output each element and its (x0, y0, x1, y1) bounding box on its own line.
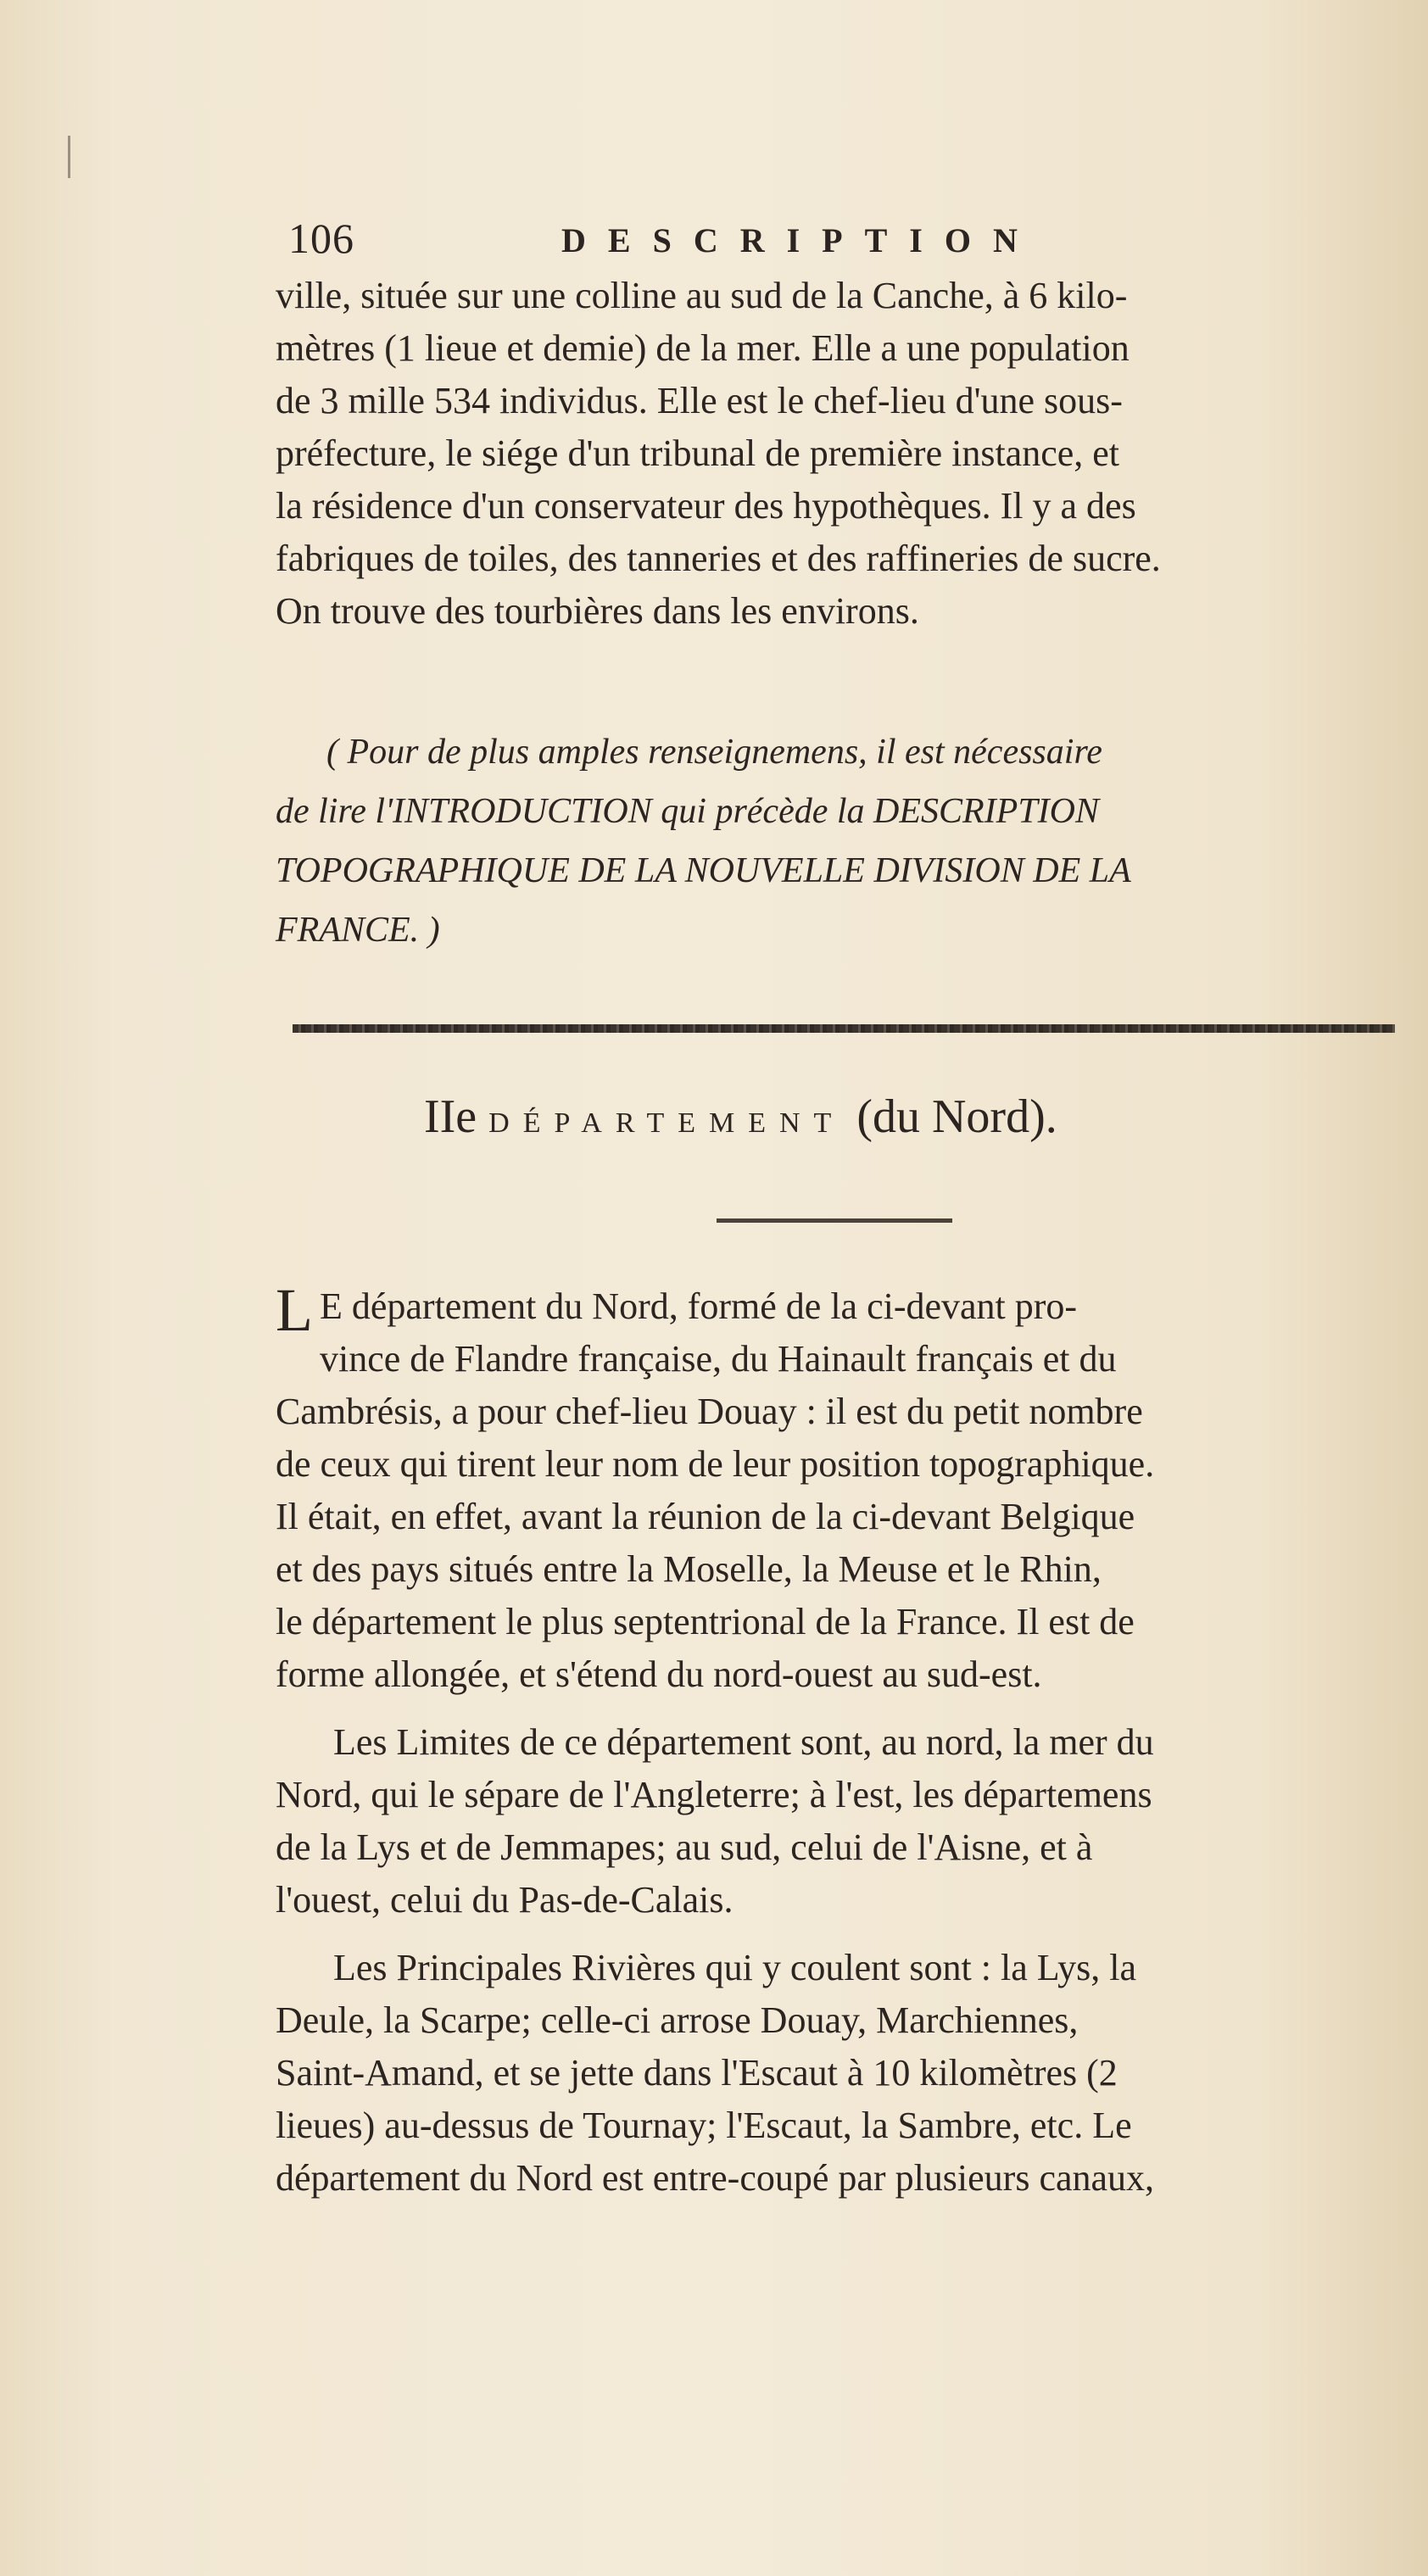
text-line: lieues) au-dessus de Tournay; l'Escaut, la Sambre, etc. Le (276, 2105, 1132, 2146)
text-line: E département du Nord, formé de la ci-devant pro- (319, 1285, 1078, 1327)
text-line: forme allongée, et s'étend du nord-ouest au sud-est. (276, 1653, 1042, 1695)
heading-underline (717, 1218, 952, 1223)
gutter-mark (68, 136, 70, 178)
text-line: Les Limites de ce département sont, au nord, la mer du (333, 1721, 1154, 1763)
text-line: de la Lys et de Jemmapes; au sud, celui de l'Aisne, et à (276, 1826, 1093, 1868)
text-line: Saint-Amand, et se jette dans l'Escaut à 10 kilomètres (2 (276, 2052, 1118, 2094)
page-number: 106 (288, 215, 354, 262)
text-line: de 3 mille 534 individus. Elle est le chef-lieu d'une sous- (276, 380, 1123, 421)
text-line: département du Nord est entre-coupé par plusieurs canaux, (276, 2157, 1155, 2199)
paragraph-continued (276, 270, 1399, 638)
editorial-note (276, 722, 1399, 960)
text-line: la résidence d'un conservateur des hypothèques. Il y a des (276, 485, 1136, 527)
department-name: (du Nord). (856, 1090, 1057, 1143)
text-line: Il était, en effet, avant la réunion de la ci-devant Belgique (276, 1496, 1135, 1537)
text-line: préfecture, le siége d'un tribunal de première instance, et (276, 432, 1120, 474)
text-line: Nord, qui le sépare de l'Angleterre; à l'est, les départemens (276, 1774, 1152, 1815)
department-word: DÉPARTEMENT (488, 1107, 845, 1139)
note-line: de lire l'INTRODUCTION qui précède la DESCRIPTION (276, 792, 1100, 831)
text-line: de ceux qui tirent leur nom de leur position topographique. (276, 1443, 1155, 1485)
text-line: le département le plus septentrional de la France. Il est de (276, 1601, 1135, 1642)
text-line: fabriques de toiles, des tanneries et des raffineries de sucre. (276, 538, 1161, 579)
text-line: On trouve des tourbières dans les environs. (276, 590, 919, 632)
paragraph-limits (276, 1716, 1399, 1926)
text-line: mètres (1 lieue et demie) de la mer. Elle a une population (276, 327, 1130, 369)
note-line: FRANCE. ) (276, 911, 440, 950)
note-line: ( Pour de plus amples renseignemens, il est nécessaire (326, 733, 1102, 772)
page-header (288, 214, 1136, 265)
text-line: ville, située sur une colline au sud de la Canche, à 6 kilo- (276, 275, 1128, 316)
drop-cap: L (276, 1276, 313, 1344)
paragraph-intro (276, 1276, 1399, 1701)
note-line: TOPOGRAPHIQUE DE LA NOUVELLE DIVISION DE LA (276, 851, 1131, 890)
text-line: et des pays situés entre la Moselle, la Meuse et le Rhin, (276, 1548, 1102, 1590)
text-line: Les Principales Rivières qui y coulent sont : la Lys, la (333, 1947, 1137, 1988)
text-line: vince de Flandre française, du Hainault français et du (319, 1338, 1117, 1380)
department-heading (424, 1090, 1187, 1144)
section-divider (293, 1024, 1395, 1033)
running-title: DESCRIPTION (561, 221, 1040, 259)
text-line: Deule, la Scarpe; celle-ci arrose Douay, Marchiennes, (276, 1999, 1079, 2041)
paragraph-rivers (276, 1942, 1399, 2205)
text-line: l'ouest, celui du Pas-de-Calais. (276, 1879, 734, 1921)
text-line: Cambrésis, a pour chef-lieu Douay : il est du petit nombre (276, 1391, 1143, 1432)
department-numeral: IIe (424, 1090, 477, 1143)
department-body (276, 1276, 1399, 2220)
